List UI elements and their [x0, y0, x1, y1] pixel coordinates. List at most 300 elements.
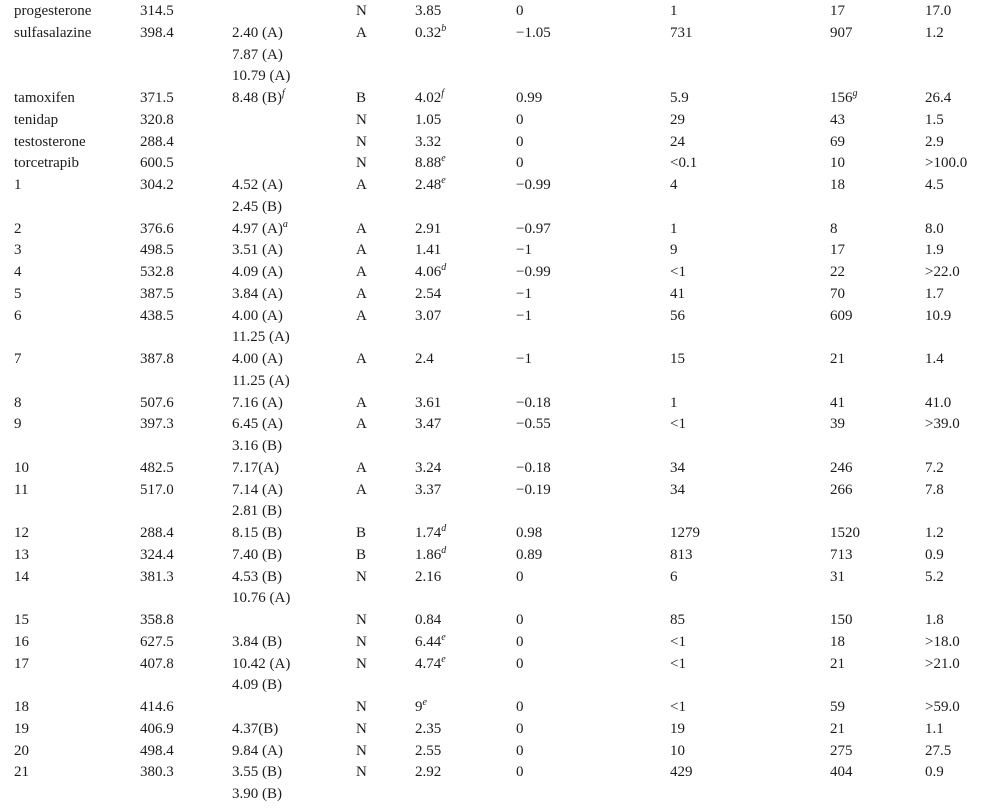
cell-ratio: 1.1 [925, 720, 944, 737]
cell-ratio: 0.9 [925, 764, 944, 781]
cell-pka: 4.00 (A) [232, 307, 283, 324]
cell-class: N [356, 111, 367, 128]
cell-charge: 0.98 [516, 525, 543, 541]
cell-compound [14, 588, 140, 610]
cell-perm2: 150 [830, 612, 853, 628]
cell-pka: 10.79 (A) [232, 68, 291, 85]
cell-class: A [356, 394, 367, 411]
cell-ratio: >22.0 [925, 264, 960, 280]
cell-logd: 1.86$^d$ [415, 544, 447, 563]
footnote-marker: d [441, 262, 447, 273]
table-row [0, 458, 1006, 480]
cell-logd [415, 675, 516, 697]
cell-ratio [925, 501, 1006, 523]
cell-class [356, 501, 415, 523]
cell-ratio: 10.9 [925, 307, 952, 324]
cell-charge [516, 66, 670, 88]
cell-compound: tenidap [14, 111, 59, 128]
cell-perm1 [670, 66, 830, 88]
table-row-continuation [0, 45, 1006, 67]
cell-compound: 21 [14, 764, 29, 781]
cell-class: N [356, 568, 367, 585]
cell-pka: 4.09 (B) [232, 677, 282, 694]
cell-class: B [356, 525, 367, 541]
cell-ratio: 1.5 [925, 111, 944, 128]
cell-class [356, 197, 415, 219]
cell-logd: 0.32$^b$ [415, 22, 447, 41]
cell-ratio [925, 588, 1006, 610]
cell-mw [140, 45, 232, 67]
cell-compound: progesterone [14, 3, 92, 19]
cell-class: N [356, 155, 367, 172]
cell-mw: 482.5 [140, 459, 174, 476]
cell-perm1: 1 [670, 3, 678, 19]
cell-charge: 0.89 [516, 546, 543, 563]
table-row-continuation [0, 66, 1006, 88]
cell-pka: 2.40 (A) [232, 24, 283, 41]
cell-pka: 11.25 (A) [232, 372, 290, 389]
cell-logd [415, 197, 516, 219]
cell-mw: 498.4 [140, 742, 174, 759]
cell-perm1 [670, 588, 830, 610]
cell-pka: 3.51 (A) [232, 242, 283, 259]
cell-pka: 4.37(B) [232, 720, 279, 737]
cell-perm2: 10 [830, 155, 845, 172]
cell-charge [516, 45, 670, 67]
cell-perm1: 4 [670, 177, 678, 193]
cell-perm2: 8 [830, 220, 838, 237]
cell-class: B [356, 90, 367, 106]
cell-mw: 407.8 [140, 655, 174, 672]
table-row [0, 697, 1006, 719]
cell-mw: 507.6 [140, 394, 174, 411]
cell-perm2: 21 [830, 351, 845, 367]
cell-class: N [356, 3, 367, 19]
cell-class: N [356, 633, 367, 650]
cell-perm1 [670, 197, 830, 219]
cell-ratio: 1.8 [925, 612, 944, 628]
cell-compound: 11 [14, 481, 29, 498]
cell-pka: 3.90 (B) [232, 786, 282, 802]
cell-pka: 3.84 (A) [232, 285, 283, 302]
cell-class [356, 675, 415, 697]
footnote-marker: b [441, 22, 447, 34]
cell-logd: 3.32 [415, 133, 442, 150]
cell-perm1: <1 [670, 699, 686, 715]
cell-mw [140, 197, 232, 219]
cell-pka: 7.40 (B) [232, 546, 282, 563]
cell-perm2: 69 [830, 133, 845, 150]
cell-class: A [356, 177, 367, 193]
cell-class: N [356, 133, 367, 150]
table-row [0, 1, 1006, 23]
cell-perm1: 429 [670, 764, 693, 781]
cell-perm2 [830, 784, 925, 806]
cell-class: A [356, 242, 367, 259]
cell-compound: 16 [14, 633, 29, 650]
cell-logd: 4.02$^f$ [415, 88, 445, 106]
cell-pka [232, 153, 356, 175]
table-row [0, 219, 1006, 241]
cell-class [356, 588, 415, 610]
cell-charge [516, 675, 670, 697]
footnote-marker: d [441, 523, 447, 534]
cell-compound: 1 [14, 177, 22, 193]
cell-pka: 3.84 (B) [232, 633, 282, 650]
cell-ratio: 8.0 [925, 220, 944, 237]
cell-ratio: 1.4 [925, 351, 944, 367]
cell-perm1: 34 [670, 459, 685, 476]
table-row-continuation [0, 327, 1006, 349]
cell-perm1: 1 [670, 394, 678, 411]
cell-logd: 3.37 [415, 481, 442, 498]
cell-perm2: 59 [830, 699, 845, 715]
cell-class: A [356, 481, 367, 498]
cell-compound: 9 [14, 416, 22, 433]
cell-compound: 4 [14, 264, 22, 280]
cell-compound: 13 [14, 546, 29, 563]
cell-perm2: 70 [830, 285, 845, 302]
table-row [0, 414, 1006, 436]
cell-charge [516, 588, 670, 610]
cell-perm1: 85 [670, 612, 685, 628]
cell-logd [415, 784, 516, 806]
table-row-continuation [0, 501, 1006, 523]
cell-perm1: 15 [670, 351, 685, 367]
cell-compound: 20 [14, 742, 29, 759]
table-row-continuation [0, 784, 1006, 806]
cell-perm1: 6 [670, 568, 678, 585]
cell-pka [232, 697, 356, 719]
cell-mw [140, 784, 232, 806]
table-row [0, 654, 1006, 676]
table-row [0, 480, 1006, 502]
cell-logd: 4.06$^d$ [415, 262, 447, 280]
cell-ratio: >21.0 [925, 655, 960, 672]
cell-class: A [356, 285, 367, 302]
cell-mw: 406.9 [140, 720, 174, 737]
cell-perm1 [670, 675, 830, 697]
cell-perm2: 713 [830, 546, 853, 563]
cell-charge: 0 [516, 764, 524, 781]
cell-mw: 314.5 [140, 3, 174, 19]
table-row [0, 762, 1006, 784]
cell-logd [415, 371, 516, 393]
cell-perm1: 9 [670, 242, 678, 259]
cell-ratio [925, 371, 1006, 393]
table-row [0, 132, 1006, 154]
cell-ratio: >59.0 [925, 699, 960, 715]
cell-perm2: 31 [830, 568, 845, 585]
cell-perm2: 39 [830, 416, 845, 433]
cell-charge: −1 [516, 285, 532, 302]
table-row-continuation [0, 675, 1006, 697]
cell-perm2: 21 [830, 720, 845, 737]
cell-compound [14, 675, 140, 697]
cell-compound [14, 66, 140, 88]
footnote-marker: a [282, 218, 289, 230]
cell-logd: 2.91 [415, 220, 442, 237]
cell-class: N [356, 655, 367, 672]
cell-pka: 4.09 (A) [232, 264, 283, 280]
cell-compound [14, 197, 140, 219]
cell-charge: −0.97 [516, 220, 551, 237]
cell-perm2 [830, 45, 925, 67]
cell-perm2: 609 [830, 307, 853, 324]
cell-logd [415, 501, 516, 523]
cell-charge: −0.99 [516, 264, 551, 280]
cell-charge: −0.99 [516, 177, 551, 193]
table-row [0, 306, 1006, 328]
table-row [0, 567, 1006, 589]
cell-charge: −0.55 [516, 416, 551, 433]
cell-perm2: 21 [830, 655, 845, 672]
cell-ratio: 27.5 [925, 742, 952, 759]
table-row [0, 545, 1006, 567]
cell-pka: 4.00 (A) [232, 351, 283, 367]
cell-perm1: 731 [670, 24, 693, 41]
table-row [0, 240, 1006, 262]
cell-class [356, 45, 415, 67]
cell-perm1: 1 [670, 220, 678, 237]
cell-charge: 0 [516, 655, 524, 672]
cell-mw: 438.5 [140, 307, 174, 324]
footnote-marker: d [441, 544, 447, 556]
cell-perm2: 17 [830, 242, 845, 259]
cell-logd: 3.07 [415, 307, 442, 324]
table-row [0, 523, 1006, 545]
cell-ratio [925, 436, 1006, 458]
cell-pka [232, 132, 356, 154]
cell-perm2: 22 [830, 264, 845, 280]
cell-perm2 [830, 436, 925, 458]
table-row [0, 175, 1006, 197]
table-row [0, 632, 1006, 654]
cell-mw: 288.4 [140, 525, 174, 541]
footnote-marker: e [441, 175, 446, 186]
cell-charge: −0.18 [516, 394, 551, 411]
cell-compound: 2 [14, 220, 22, 237]
cell-logd: 2.54 [415, 285, 442, 302]
cell-charge: −0.18 [516, 459, 551, 476]
cell-perm1 [670, 45, 830, 67]
cell-pka: 4.53 (B) [232, 568, 282, 585]
cell-compound [14, 436, 140, 458]
table-row [0, 262, 1006, 284]
cell-logd: 2.92 [415, 764, 442, 781]
cell-ratio: 7.8 [925, 481, 944, 498]
cell-mw [140, 436, 232, 458]
cell-class: A [356, 24, 367, 41]
cell-pka: 10.42 (A) [232, 655, 291, 672]
cell-ratio: 1.2 [925, 24, 944, 41]
cell-charge: −1 [516, 242, 532, 259]
table-row [0, 741, 1006, 763]
cell-ratio: 2.9 [925, 133, 944, 150]
cell-perm1 [670, 327, 830, 349]
cell-mw: 414.6 [140, 699, 174, 715]
cell-mw [140, 675, 232, 697]
table-row [0, 88, 1006, 110]
cell-perm2 [830, 371, 925, 393]
cell-ratio: 1.2 [925, 525, 944, 541]
cell-compound: 15 [14, 612, 29, 628]
cell-perm2: 41 [830, 394, 845, 411]
cell-perm1 [670, 784, 830, 806]
cell-ratio: >39.0 [925, 416, 960, 433]
cell-mw: 397.3 [140, 416, 174, 433]
table-row-continuation [0, 588, 1006, 610]
cell-class: A [356, 307, 367, 324]
cell-compound: 12 [14, 525, 29, 541]
cell-pka [232, 1, 356, 23]
cell-perm2 [830, 588, 925, 610]
cell-perm1: <1 [670, 633, 686, 650]
cell-compound: 6 [14, 307, 22, 324]
cell-charge [516, 501, 670, 523]
cell-class: N [356, 764, 367, 781]
footnote-marker: g [852, 88, 858, 99]
cell-compound: 5 [14, 285, 22, 302]
cell-compound [14, 371, 140, 393]
cell-logd: 1.74$^d$ [415, 523, 447, 541]
cell-mw [140, 66, 232, 88]
cell-ratio [925, 45, 1006, 67]
cell-mw [140, 501, 232, 523]
cell-logd: 4.74e [415, 653, 446, 672]
cell-logd: 2.35 [415, 720, 442, 737]
cell-mw: 398.4 [140, 24, 174, 41]
cell-mw: 517.0 [140, 481, 174, 498]
cell-ratio: 41.0 [925, 394, 952, 411]
cell-perm2 [830, 675, 925, 697]
cell-charge [516, 784, 670, 806]
cell-perm1: 41 [670, 285, 685, 302]
cell-perm1: 19 [670, 720, 685, 737]
cell-compound [14, 45, 140, 67]
cell-pka: 3.16 (B) [232, 438, 282, 454]
cell-ratio [925, 197, 1006, 219]
cell-class: N [356, 612, 367, 628]
cell-perm1 [670, 436, 830, 458]
cell-logd: 2.48e [415, 175, 446, 193]
cell-class: A [356, 264, 367, 280]
cell-perm2: 907 [830, 24, 853, 41]
cell-mw [140, 371, 232, 393]
cell-compound: 8 [14, 394, 22, 411]
table-row [0, 349, 1006, 371]
cell-perm2 [830, 327, 925, 349]
cell-perm1: <1 [670, 264, 686, 280]
cell-perm2: 246 [830, 459, 853, 476]
cell-ratio: 7.2 [925, 459, 944, 476]
cell-pka: 11.25 (A) [232, 329, 290, 346]
table-row-continuation [0, 197, 1006, 219]
cell-perm1: 813 [670, 546, 693, 563]
cell-mw: 600.5 [140, 155, 174, 172]
cell-mw: 288.4 [140, 133, 174, 150]
cell-charge [516, 327, 670, 349]
table-row [0, 393, 1006, 415]
cell-pka: 7.14 (A) [232, 481, 283, 498]
cell-logd [415, 66, 516, 88]
cell-charge [516, 371, 670, 393]
cell-compound [14, 784, 140, 806]
cell-compound: sulfasalazine [14, 24, 92, 41]
cell-logd [415, 436, 516, 458]
cell-ratio: 5.2 [925, 568, 944, 585]
cell-compound: 10 [14, 459, 29, 476]
cell-class [356, 371, 415, 393]
cell-mw: 324.4 [140, 546, 174, 563]
cell-ratio [925, 784, 1006, 806]
table-row [0, 719, 1006, 741]
footnote-marker: e [441, 653, 446, 665]
cell-ratio [925, 66, 1006, 88]
cell-logd: 2.16 [415, 568, 442, 585]
cell-mw [140, 588, 232, 610]
cell-pka: 10.76 (A) [232, 590, 291, 607]
cell-perm2: 43 [830, 111, 845, 128]
cell-class: A [356, 416, 367, 433]
cell-ratio: 4.5 [925, 177, 944, 193]
cell-pka [232, 610, 356, 632]
cell-perm2 [830, 197, 925, 219]
cell-class: A [356, 459, 367, 476]
cell-logd [415, 327, 516, 349]
cell-perm1: 10 [670, 742, 685, 759]
cell-compound: 17 [14, 655, 29, 672]
cell-pka: 7.17(A) [232, 459, 280, 476]
cell-perm1: 24 [670, 133, 685, 150]
cell-perm2: 17 [830, 3, 845, 19]
cell-compound [14, 327, 140, 349]
cell-charge: 0 [516, 133, 524, 150]
cell-compound [14, 501, 140, 523]
cell-ratio [925, 327, 1006, 349]
cell-perm1: <0.1 [670, 155, 698, 172]
footnote-marker: e [422, 697, 428, 708]
cell-class: A [356, 220, 367, 237]
cell-logd: 3.24 [415, 459, 442, 476]
cell-compound: 7 [14, 351, 22, 367]
cell-charge: 0 [516, 111, 524, 128]
cell-logd: 2.55 [415, 742, 442, 759]
cell-charge: 0 [516, 742, 524, 759]
cell-mw: 371.5 [140, 90, 174, 106]
cell-perm1: 5.9 [670, 90, 689, 106]
cell-pka: 4.52 (A) [232, 177, 283, 193]
cell-mw: 387.5 [140, 285, 174, 302]
cell-charge: 0 [516, 633, 524, 650]
cell-mw: 532.8 [140, 264, 174, 280]
cell-mw: 498.5 [140, 242, 174, 259]
footnote-marker: e [441, 631, 446, 643]
cell-class: N [356, 742, 367, 759]
cell-class [356, 66, 415, 88]
cell-ratio: 17.0 [925, 3, 952, 19]
cell-charge: −1 [516, 307, 532, 324]
cell-compound: 3 [14, 242, 22, 259]
cell-class: A [356, 351, 367, 367]
cell-ratio: 1.7 [925, 285, 944, 302]
cell-pka: 6.45 (A) [232, 416, 283, 433]
cell-perm1 [670, 371, 830, 393]
table-row [0, 23, 1006, 45]
cell-logd: 1.41 [415, 242, 442, 259]
cell-pka: 3.55 (B) [232, 764, 282, 781]
cell-ratio: 26.4 [925, 90, 952, 106]
